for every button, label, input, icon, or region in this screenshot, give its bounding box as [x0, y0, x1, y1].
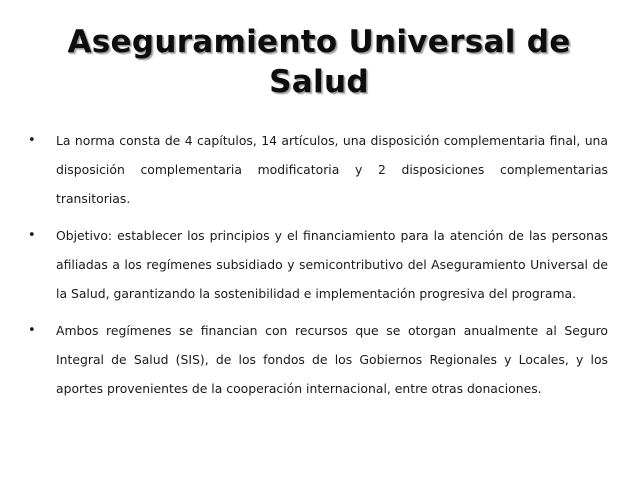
bullet-point-icon: • [28, 133, 36, 148]
bullet-point-icon: • [28, 228, 36, 243]
bullet-text: La norma consta de 4 capítulos, 14 artículos, una disposición complementaria final, una disposición complementaria modificatoria y 2 disposiciones complementarias transitorias. [56, 133, 608, 206]
slide-title: Aseguramiento Universal de Salud [67, 24, 571, 100]
bullet-item-3 [26, 316, 608, 403]
bullet-text: Ambos regímenes se financian con recursos que se otorgan anualmente al Seguro Integral de Salud (SIS), de los fondos de los Gobiernos Regionales y Locales, y los aportes provenientes de la cooperación internacional, entre otras donaciones. [56, 323, 608, 396]
bullet-list [26, 126, 608, 411]
bullet-item-2 [26, 221, 608, 308]
bullet-point-icon: • [28, 323, 36, 338]
bullet-item-1 [26, 126, 608, 213]
bullet-text: Objetivo: establecer los principios y el financiamiento para la atención de las personas afiliadas a los regímenes subsidiado y semicontributivo del Aseguramiento Universal de la Salud, garantizando la sostenibilidad e implementación progresiva del programa. [56, 228, 608, 301]
